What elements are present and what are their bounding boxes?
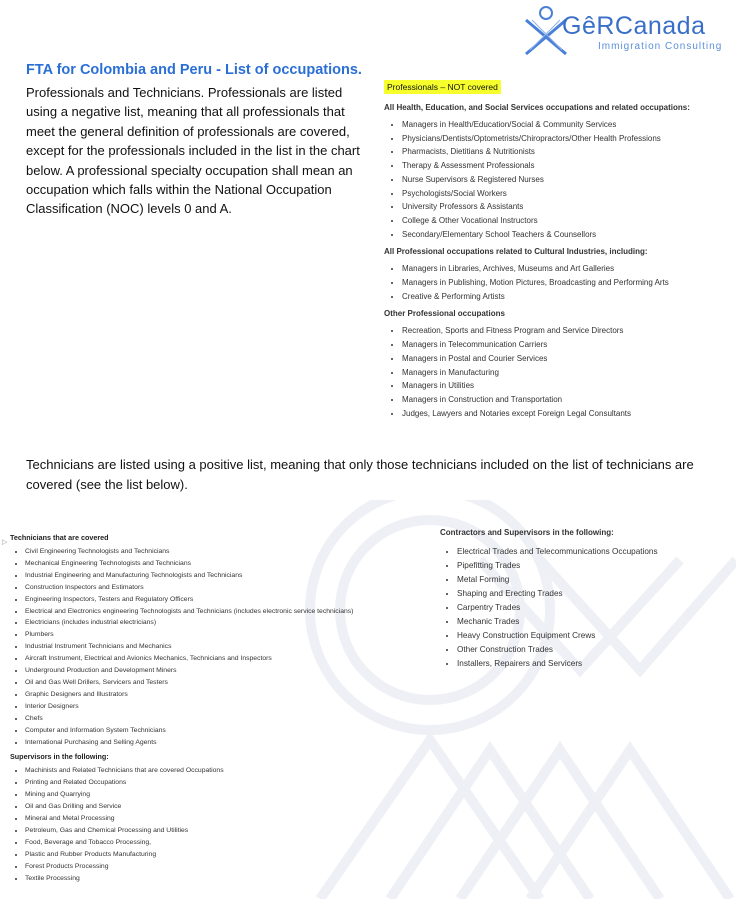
list-item: • Managers in Postal and Courier Services — [402, 352, 729, 366]
section-heading: Other Professional occupations — [384, 309, 505, 319]
professional-sections — [384, 101, 729, 420]
list-item: • Managers in Publishing, Motion Pictures, Broadcasting and Performing Arts — [402, 276, 729, 290]
list-item: • Printing and Related Occupations — [25, 777, 430, 789]
list-item: • Forest Products Processing — [25, 861, 430, 873]
list-item: • Oil and Gas Well Drillers, Servicers and Testers — [25, 677, 430, 689]
list-item: • Metal Forming — [457, 573, 730, 587]
list-item: • Recreation, Sports and Fitness Program and Service Directors — [402, 324, 729, 338]
collapse-caret-icon: ▷ — [2, 539, 8, 546]
list-item: • Electrical and Electronics engineering Technologists and Technicians (includes electronic service technicians) — [25, 606, 430, 618]
list-item: • Construction Inspectors and Estimators — [25, 582, 430, 594]
list-item: • Judges, Lawyers and Notaries except Foreign Legal Consultants — [402, 407, 729, 421]
supervisors-heading: Supervisors in the following: — [10, 752, 109, 762]
list-item: • Secondary/Elementary School Teachers & Counsellors — [402, 228, 729, 242]
company-logo — [522, 4, 732, 56]
list-item: • Therapy & Assessment Professionals — [402, 159, 729, 173]
list-item: • Nurse Supervisors & Registered Nurses — [402, 173, 729, 187]
list-item: • Mineral and Metal Processing — [25, 813, 430, 825]
list-item: • Pharmacists, Dietitians & Nutritionists — [402, 145, 729, 159]
professionals-not-covered-panel — [384, 77, 729, 424]
technicians-heading: Technicians that are covered — [10, 533, 109, 542]
list-item: • Psychologists/Social Workers — [402, 187, 729, 201]
logo-tagline: Immigration Consulting — [598, 41, 723, 52]
section-heading: All Professional occupations related to Cultural Industries, including: — [384, 247, 648, 257]
list-item: • Computer and Information System Technicians — [25, 725, 430, 737]
list-item: • Textile Processing — [25, 873, 430, 885]
list-item: • Mechanical Engineering Technologists and Technicians — [25, 558, 430, 570]
list-item: • College & Other Vocational Instructors — [402, 214, 729, 228]
contractors-list — [440, 545, 730, 671]
list-item: • Graphic Designers and Illustrators — [25, 689, 430, 701]
list-item: • Industrial Engineering and Manufacturing Technologists and Technicians — [25, 570, 430, 582]
list-item: • Heavy Construction Equipment Crews — [457, 629, 730, 643]
list-item: • Other Construction Trades — [457, 643, 730, 657]
list-item: • Managers in Health/Education/Social & Community Services — [402, 118, 729, 132]
list-item: • Managers in Telecommunication Carriers — [402, 338, 729, 352]
technicians-panel — [10, 532, 430, 887]
list-item: • Managers in Libraries, Archives, Museums and Art Galleries — [402, 262, 729, 276]
list-item: • Creative & Performing Artists — [402, 290, 729, 304]
list-item: • Mining and Quarrying — [25, 789, 430, 801]
contractors-panel — [440, 527, 730, 671]
list-item: • Interior Designers — [25, 701, 430, 713]
section-list — [384, 118, 729, 241]
list-item: • Physicians/Dentists/Optometrists/Chiropractors/Other Health Professions — [402, 132, 729, 146]
list-item: • Mechanic Trades — [457, 615, 730, 629]
list-item: • Industrial Instrument Technicians and Mechanics — [25, 641, 430, 653]
logo-brand: GêRCanada — [562, 12, 706, 40]
list-item: • Electrical Trades and Telecommunications Occupations — [457, 545, 730, 559]
list-item: • Pipefitting Trades — [457, 559, 730, 573]
list-item: • Civil Engineering Technologists and Technicians — [25, 546, 430, 558]
list-item: • Underground Production and Development Miners — [25, 665, 430, 677]
list-item: • Managers in Manufacturing — [402, 366, 729, 380]
technicians-list — [10, 546, 430, 748]
list-item: • Chefs — [25, 713, 430, 725]
supervisors-list — [10, 765, 430, 884]
list-item: • Managers in Utilities — [402, 379, 729, 393]
list-item: • Installers, Repairers and Servicers — [457, 657, 730, 671]
list-item: • Oil and Gas Drilling and Service — [25, 801, 430, 813]
list-item: • Managers in Construction and Transportation — [402, 393, 729, 407]
section-heading: All Health, Education, and Social Services occupations and related occupations: — [384, 103, 690, 112]
technicians-intro-paragraph: Technicians are listed using a positive list, meaning that only those technicians included on the list of technicians are covered (see the list below). — [26, 457, 694, 492]
list-item: • Engineering Inspectors, Testers and Regulatory Officers — [25, 594, 430, 606]
contractors-heading: Contractors and Supervisors in the following: — [440, 528, 614, 537]
list-item: • Carpentry Trades — [457, 601, 730, 615]
list-item: • Electricians (includes industrial electricians) — [25, 617, 430, 629]
list-item: • Aircraft Instrument, Electrical and Avionics Mechanics, Technicians and Inspectors — [25, 653, 430, 665]
list-item: • Petroleum, Gas and Chemical Processing and Utilities — [25, 825, 430, 837]
page-title: FTA for Colombia and Peru - List of occupations. — [26, 62, 362, 78]
list-item: • University Professors & Assistants — [402, 200, 729, 214]
intro-paragraph: Professionals and Technicians. Professionals are listed using a negative list, meaning that all professionals that meet the general definition of professionals are covered, except for the professionals included in the list in the chart below. A professional specialty occupation shall mean an occupation which falls within the National Occupation Classification (NOC) levels 0 and A. — [26, 85, 360, 217]
list-item: • Machinists and Related Technicians that are covered Occupations — [25, 765, 430, 777]
list-item: • Plastic and Rubber Products Manufacturing — [25, 849, 430, 861]
list-item: • Shaping and Erecting Trades — [457, 587, 730, 601]
highlight-label: Professionals – NOT covered — [384, 80, 501, 94]
list-item: • Food, Beverage and Tobacco Processing, — [25, 837, 430, 849]
section-list — [384, 262, 729, 303]
list-item: • International Purchasing and Selling Agents — [25, 737, 430, 749]
list-item: • Plumbers — [25, 629, 430, 641]
section-list — [384, 324, 729, 420]
